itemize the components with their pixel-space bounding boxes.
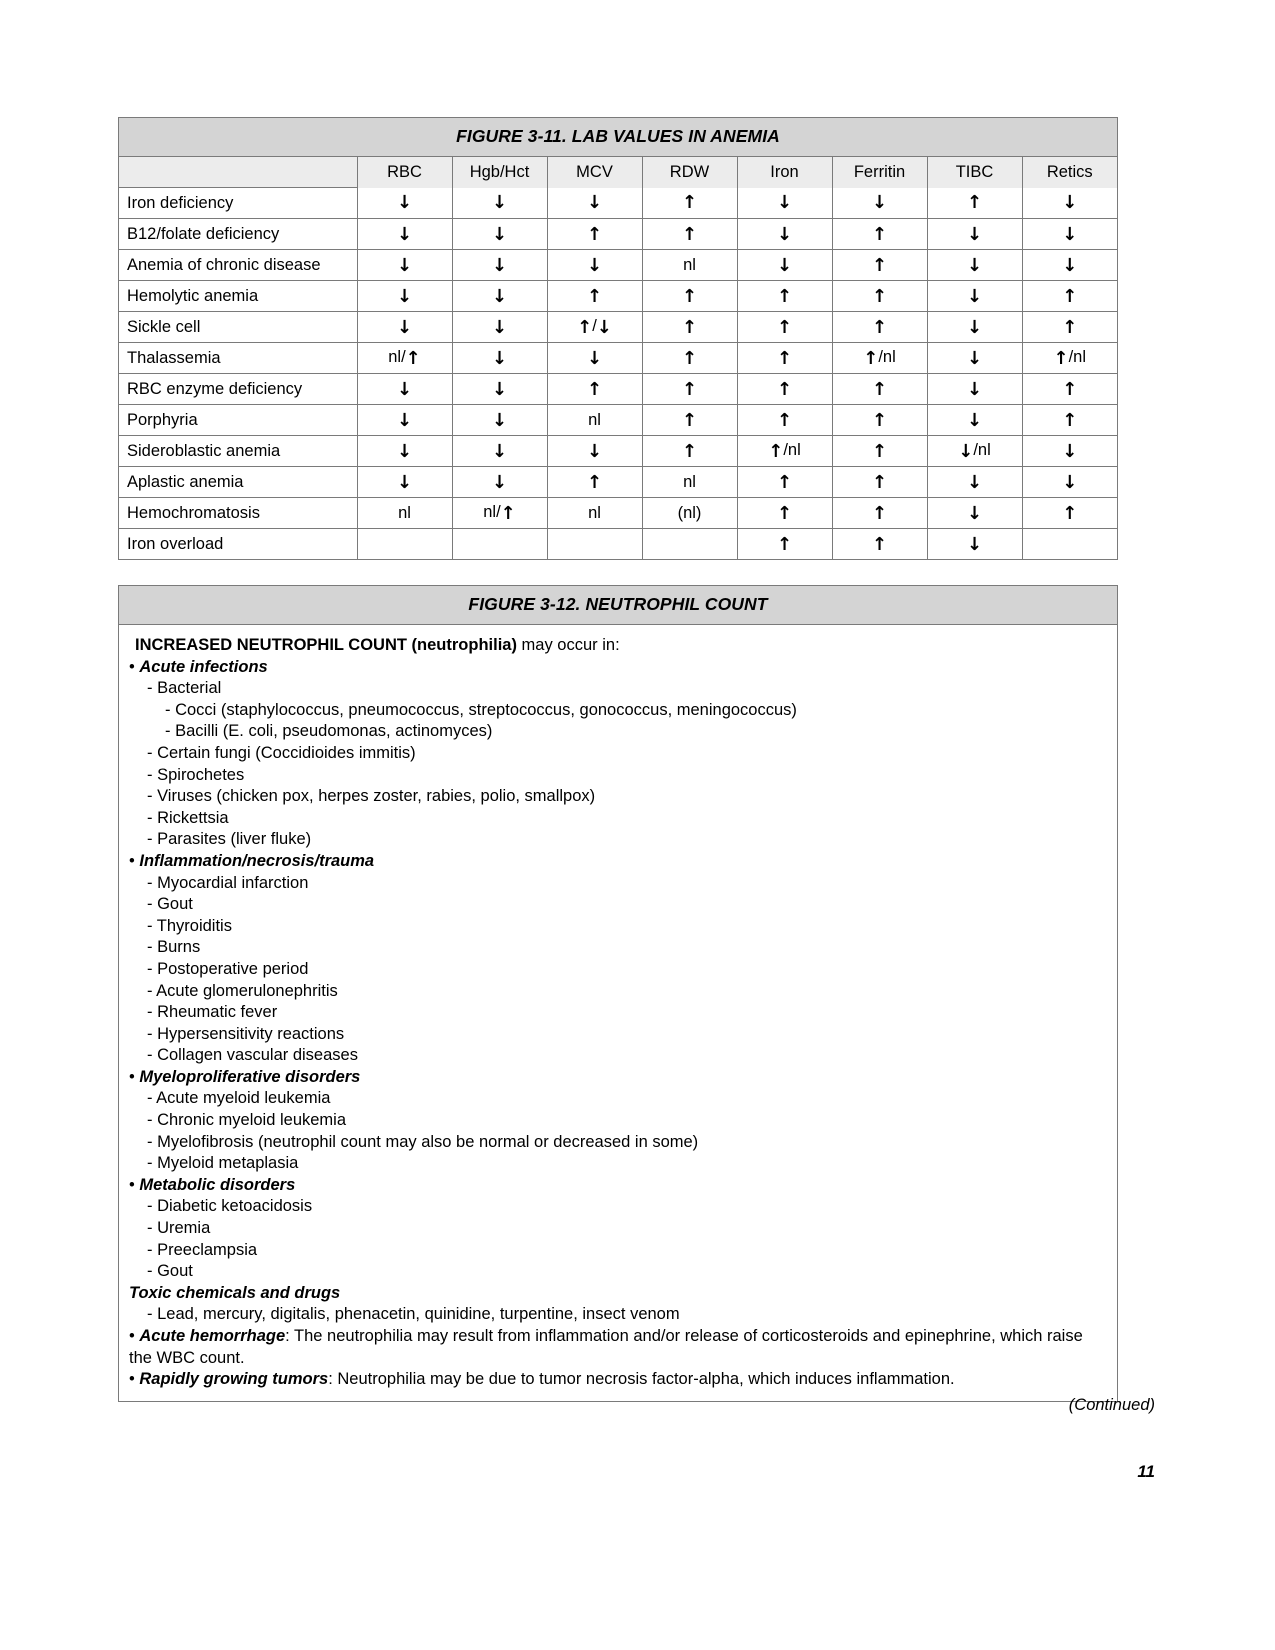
cell-retics: ↑ [1022, 498, 1117, 529]
column-header-mcv: MCV [547, 157, 642, 188]
cell-mcv: ↑ [547, 467, 642, 498]
list-item-text: Acute myeloid leukemia [156, 1089, 331, 1108]
page-number: 11 [1137, 1462, 1155, 1481]
cell-mcv: nl [547, 498, 642, 529]
list-item [129, 1283, 1105, 1305]
cell-iron: ↑ [737, 467, 832, 498]
list-item-text: Gout [157, 1262, 193, 1281]
list-bullet: - [147, 1197, 158, 1216]
row-label: Porphyria [119, 405, 357, 436]
cell-ferritin: ↑ [832, 467, 927, 498]
cell-retics: ↓ [1022, 250, 1117, 281]
list-item-text: Spirochetes [157, 765, 245, 784]
cell-iron: ↑ [737, 498, 832, 529]
list-item [129, 1153, 1105, 1175]
cell-retics: ↓ [1022, 467, 1117, 498]
row-label: Anemia of chronic disease [119, 250, 357, 281]
row-label: Hemolytic anemia [119, 281, 357, 312]
cell-tibc: ↓ [927, 374, 1022, 405]
neutrophil-cause-list [129, 657, 1105, 1391]
cell-mcv: ↓ [547, 436, 642, 467]
cell-rbc [357, 529, 452, 560]
list-item-text: Myeloid metaplasia [157, 1154, 299, 1173]
list-item-text: Cocci (staphylococcus, pneumococcus, streptococcus, gonococcus, meningococcus) [175, 700, 797, 719]
cell-rdw [642, 529, 737, 560]
list-item [129, 829, 1105, 851]
list-item [129, 1369, 1105, 1391]
table-row [119, 467, 1117, 498]
cell-rdw: ↑ [642, 219, 737, 250]
figure-3-12-title: FIGURE 3-12. NEUTROPHIL COUNT [119, 586, 1117, 625]
row-label: RBC enzyme deficiency [119, 374, 357, 405]
list-bullet: • [129, 1175, 140, 1194]
cell-tibc: ↓ [927, 467, 1022, 498]
cell-hgb-hct: ↓ [452, 188, 547, 219]
list-item [129, 1261, 1105, 1283]
cell-tibc: ↓ [927, 281, 1022, 312]
cell-hgb-hct: ↓ [452, 343, 547, 374]
list-item-text: Uremia [157, 1219, 211, 1238]
list-item [129, 786, 1105, 808]
list-item [129, 1196, 1105, 1218]
list-item-text: Burns [157, 938, 201, 957]
cell-ferritin: ↑ [832, 405, 927, 436]
column-header-ferritin: Ferritin [832, 157, 927, 188]
list-item-text: Rickettsia [157, 808, 229, 827]
table-row [119, 343, 1117, 374]
list-item [129, 937, 1105, 959]
list-item-emphasis: Metabolic disorders [139, 1175, 296, 1194]
cell-rdw: ↑ [642, 436, 737, 467]
list-bullet: - [147, 1305, 158, 1324]
cell-retics [1022, 529, 1117, 560]
list-item-text: Acute glomerulonephritis [156, 981, 338, 1000]
table-row [119, 250, 1117, 281]
list-item [129, 1067, 1105, 1089]
list-item [129, 1326, 1105, 1369]
cell-iron: ↓ [737, 188, 832, 219]
row-label: Sickle cell [119, 312, 357, 343]
list-item [129, 657, 1105, 679]
cell-tibc: ↓/nl [927, 436, 1022, 467]
cell-hgb-hct: ↓ [452, 374, 547, 405]
list-bullet: • [129, 1370, 140, 1389]
cell-tibc: ↓ [927, 529, 1022, 560]
list-item-text: Preeclampsia [157, 1240, 258, 1259]
list-item [129, 700, 1105, 722]
list-bullet: - [147, 1132, 158, 1151]
list-item [129, 678, 1105, 700]
list-item-text: Rheumatic fever [157, 1003, 278, 1022]
continued-label: (Continued) [1068, 1396, 1155, 1414]
list-bullet: - [147, 1024, 158, 1043]
list-item-text: Viruses (chicken pox, herpes zoster, rabies, polio, smallpox) [157, 787, 596, 806]
cell-retics: ↑ [1022, 405, 1117, 436]
cell-hgb-hct [452, 529, 547, 560]
list-item-text: Hypersensitivity reactions [157, 1024, 345, 1043]
list-bullet: - [147, 1046, 158, 1065]
cell-iron: ↑ [737, 343, 832, 374]
figure-3-12-neutrophil-count [118, 585, 1118, 1402]
cell-ferritin: ↑ [832, 529, 927, 560]
table-row [119, 374, 1117, 405]
list-item-text: Myelofibrosis (neutrophil count may also be normal or decreased in some) [157, 1132, 699, 1151]
cell-mcv: nl [547, 405, 642, 436]
cell-tibc: ↓ [927, 250, 1022, 281]
list-item-text: Gout [157, 895, 193, 914]
list-item-emphasis: Toxic chemicals and drugs [129, 1283, 341, 1302]
list-item-text: Diabetic ketoacidosis [157, 1197, 313, 1216]
column-header-rbc: RBC [357, 157, 452, 188]
cell-rbc: nl [357, 498, 452, 529]
list-bullet: - [147, 1111, 158, 1130]
cell-hgb-hct: ↓ [452, 467, 547, 498]
list-bullet: - [165, 722, 176, 741]
list-item [129, 916, 1105, 938]
table-body [119, 188, 1117, 560]
cell-tibc: ↓ [927, 405, 1022, 436]
list-bullet: - [147, 787, 158, 806]
cell-mcv: ↑/↓ [547, 312, 642, 343]
table-row [119, 405, 1117, 436]
list-item-text: Collagen vascular diseases [157, 1046, 358, 1065]
cell-rdw: ↑ [642, 188, 737, 219]
cell-rbc: ↓ [357, 188, 452, 219]
cell-retics: ↑ [1022, 374, 1117, 405]
list-bullet: - [147, 916, 157, 935]
row-label: Aplastic anemia [119, 467, 357, 498]
cell-rdw: ↑ [642, 312, 737, 343]
row-label: Hemochromatosis [119, 498, 357, 529]
column-header-blank [119, 157, 357, 188]
cell-hgb-hct: nl/↑ [452, 498, 547, 529]
row-label: B12/folate deficiency [119, 219, 357, 250]
cell-rbc: ↓ [357, 436, 452, 467]
cell-ferritin: ↑ [832, 219, 927, 250]
list-item [129, 1132, 1105, 1154]
list-item-text: Certain fungi (Coccidioides immitis) [157, 743, 416, 762]
cell-iron: ↑ [737, 281, 832, 312]
table-row [119, 498, 1117, 529]
list-item-emphasis: Rapidly growing tumors [139, 1370, 329, 1389]
list-item [129, 1024, 1105, 1046]
cell-rdw: nl [642, 250, 737, 281]
cell-tibc: ↓ [927, 498, 1022, 529]
list-item [129, 1240, 1105, 1262]
cell-rbc: ↓ [357, 467, 452, 498]
list-bullet: - [165, 700, 176, 719]
cell-hgb-hct: ↓ [452, 219, 547, 250]
column-header-tibc: TIBC [927, 157, 1022, 188]
column-header-rdw: RDW [642, 157, 737, 188]
cell-rdw: ↑ [642, 281, 737, 312]
list-item [129, 1304, 1105, 1326]
cell-rdw: ↑ [642, 343, 737, 374]
list-item-text: Parasites (liver fluke) [157, 830, 312, 849]
list-item-text: : Neutrophilia may be due to tumor necrosis factor-alpha, which induces inflammation. [328, 1370, 955, 1389]
cell-mcv [547, 529, 642, 560]
cell-tibc: ↓ [927, 343, 1022, 374]
table-header-row [119, 157, 1117, 188]
list-bullet: - [147, 938, 158, 957]
column-header-retics: Retics [1022, 157, 1117, 188]
list-item-emphasis: Myeloproliferative disorders [139, 1067, 361, 1086]
cell-rbc: ↓ [357, 250, 452, 281]
cell-ferritin: ↑/nl [832, 343, 927, 374]
cell-rbc: nl/↑ [357, 343, 452, 374]
list-item [129, 721, 1105, 743]
cell-rdw: ↑ [642, 405, 737, 436]
list-item-emphasis: Inflammation/necrosis/trauma [139, 851, 375, 870]
list-bullet: - [147, 959, 158, 978]
cell-rbc: ↓ [357, 374, 452, 405]
cell-iron: ↓ [737, 219, 832, 250]
cell-mcv: ↓ [547, 188, 642, 219]
list-bullet: - [147, 1003, 158, 1022]
cell-rbc: ↓ [357, 405, 452, 436]
list-item [129, 959, 1105, 981]
list-bullet: - [147, 1089, 157, 1108]
list-item [129, 1045, 1105, 1067]
cell-rbc: ↓ [357, 281, 452, 312]
list-item [129, 1218, 1105, 1240]
cell-tibc: ↓ [927, 312, 1022, 343]
cell-ferritin: ↑ [832, 281, 927, 312]
list-item-text: Chronic myeloid leukemia [157, 1111, 347, 1130]
row-label: Iron overload [119, 529, 357, 560]
list-item-text: Myocardial infarction [157, 873, 309, 892]
cell-rbc: ↓ [357, 312, 452, 343]
table-row [119, 529, 1117, 560]
cell-mcv: ↓ [547, 343, 642, 374]
list-item [129, 1110, 1105, 1132]
list-item [129, 743, 1105, 765]
list-item [129, 873, 1105, 895]
column-header-iron: Iron [737, 157, 832, 188]
list-bullet: - [147, 1240, 158, 1259]
list-bullet: • [129, 851, 140, 870]
list-item [129, 1002, 1105, 1024]
cell-hgb-hct: ↓ [452, 250, 547, 281]
cell-rdw: ↑ [642, 374, 737, 405]
cell-ferritin: ↓ [832, 188, 927, 219]
cell-mcv: ↑ [547, 219, 642, 250]
table-row [119, 312, 1117, 343]
cell-ferritin: ↑ [832, 498, 927, 529]
list-bullet: - [147, 808, 158, 827]
list-bullet: - [147, 830, 158, 849]
row-label: Sideroblastic anemia [119, 436, 357, 467]
cell-retics: ↓ [1022, 219, 1117, 250]
list-item-emphasis: Acute hemorrhage [139, 1327, 286, 1345]
list-bullet: - [147, 1219, 158, 1238]
cell-hgb-hct: ↓ [452, 436, 547, 467]
cell-iron: ↑/nl [737, 436, 832, 467]
list-item [129, 1175, 1105, 1197]
list-item-text: : The neutrophilia may result from inflammation and/or release of corticosteroids and epinephrine, which raise the WBC count. [129, 1327, 1083, 1367]
figure-3-11-lab-values-in-anemia [118, 117, 1118, 560]
cell-retics: ↑/nl [1022, 343, 1117, 374]
cell-retics: ↓ [1022, 188, 1117, 219]
list-bullet: - [147, 1262, 158, 1281]
cell-tibc: ↑ [927, 188, 1022, 219]
cell-iron: ↑ [737, 374, 832, 405]
cell-iron: ↑ [737, 312, 832, 343]
list-item-text: Bacilli (E. coli, pseudomonas, actinomyces) [175, 722, 493, 741]
list-bullet: - [147, 981, 157, 1000]
list-item-text: Postoperative period [157, 959, 309, 978]
list-bullet: - [147, 765, 158, 784]
list-bullet: - [147, 1154, 158, 1173]
cell-rdw: nl [642, 467, 737, 498]
list-bullet: • [129, 1067, 140, 1086]
cell-mcv: ↓ [547, 250, 642, 281]
list-bullet: • [129, 1327, 140, 1345]
row-label: Thalassemia [119, 343, 357, 374]
list-item [129, 894, 1105, 916]
list-bullet: - [147, 679, 158, 698]
neutrophilia-intro-rest: may occur in: [516, 636, 620, 654]
table-row [119, 281, 1117, 312]
cell-retics: ↑ [1022, 281, 1117, 312]
list-item [129, 765, 1105, 787]
cell-mcv: ↑ [547, 281, 642, 312]
neutrophilia-intro-strong: INCREASED NEUTROPHIL COUNT (neutrophilia) [135, 636, 517, 654]
cell-hgb-hct: ↓ [452, 281, 547, 312]
cell-mcv: ↑ [547, 374, 642, 405]
list-bullet: - [147, 873, 158, 892]
table-row [119, 436, 1117, 467]
list-bullet: • [129, 657, 140, 676]
table-row [119, 219, 1117, 250]
list-item-text: Bacterial [157, 679, 222, 698]
cell-retics: ↑ [1022, 312, 1117, 343]
cell-iron: ↑ [737, 529, 832, 560]
figure-3-11-title: FIGURE 3-11. LAB VALUES IN ANEMIA [119, 118, 1117, 157]
cell-ferritin: ↑ [832, 436, 927, 467]
cell-ferritin: ↑ [832, 312, 927, 343]
cell-iron: ↑ [737, 405, 832, 436]
lab-values-table [119, 157, 1117, 559]
list-bullet: - [147, 743, 158, 762]
list-item-text: Thyroiditis [156, 916, 232, 935]
cell-hgb-hct: ↓ [452, 405, 547, 436]
cell-ferritin: ↑ [832, 374, 927, 405]
list-item [129, 981, 1105, 1003]
cell-tibc: ↓ [927, 219, 1022, 250]
list-item [129, 1088, 1105, 1110]
list-item [129, 808, 1105, 830]
row-label: Iron deficiency [119, 188, 357, 219]
neutrophil-count-body [119, 625, 1117, 1401]
list-item-emphasis: Acute infections [139, 657, 268, 676]
cell-ferritin: ↑ [832, 250, 927, 281]
list-item-text: Lead, mercury, digitalis, phenacetin, quinidine, turpentine, insect venom [157, 1305, 680, 1324]
cell-rdw: (nl) [642, 498, 737, 529]
cell-hgb-hct: ↓ [452, 312, 547, 343]
cell-rbc: ↓ [357, 219, 452, 250]
list-item [129, 851, 1105, 873]
cell-retics: ↓ [1022, 436, 1117, 467]
neutrophilia-intro-line [129, 635, 1105, 657]
table-row [119, 188, 1117, 219]
list-bullet: - [147, 895, 158, 914]
cell-iron: ↓ [737, 250, 832, 281]
column-header-hgb-hct: Hgb/Hct [452, 157, 547, 188]
